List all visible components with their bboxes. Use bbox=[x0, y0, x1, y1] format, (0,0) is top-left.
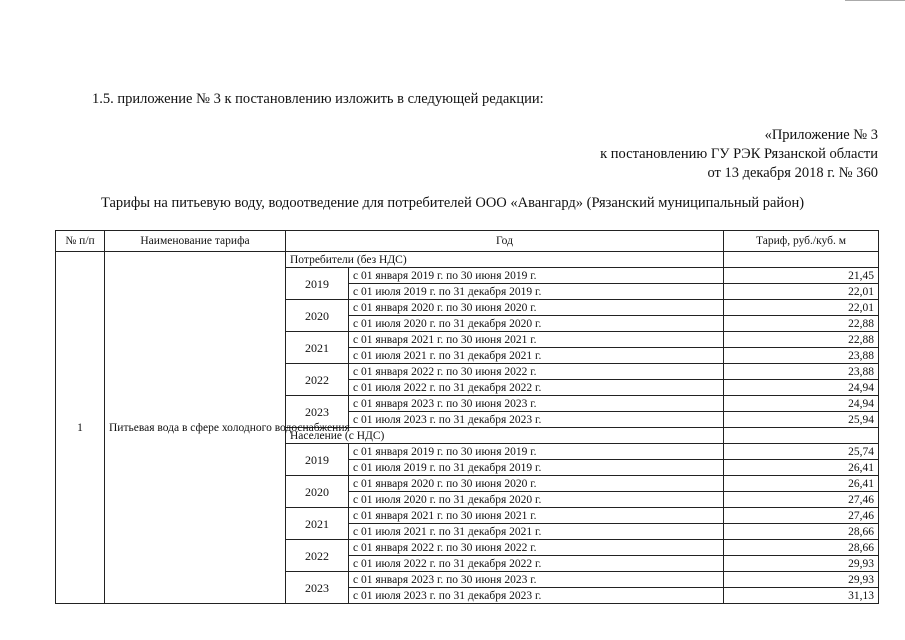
period-cell: с 01 января 2023 г. по 30 июня 2023 г. bbox=[349, 572, 724, 588]
tariff-value-cell: 23,88 bbox=[724, 364, 879, 380]
appendix-line-1: «Приложение № 3 bbox=[764, 127, 878, 143]
period-cell: с 01 июля 2020 г. по 31 декабря 2020 г. bbox=[349, 492, 724, 508]
period-cell: с 01 января 2021 г. по 30 июня 2021 г. bbox=[349, 508, 724, 524]
period-cell: с 01 июля 2021 г. по 31 декабря 2021 г. bbox=[349, 348, 724, 364]
tariff-value-cell: 29,93 bbox=[724, 572, 879, 588]
tariff-value-cell: 28,66 bbox=[724, 524, 879, 540]
period-cell: с 01 января 2022 г. по 30 июня 2022 г. bbox=[349, 364, 724, 380]
header-name: Наименование тарифа bbox=[105, 231, 286, 252]
period-cell: с 01 июля 2022 г. по 31 декабря 2022 г. bbox=[349, 556, 724, 572]
tariff-value-cell: 25,94 bbox=[724, 412, 879, 428]
group-tariff-empty-cell bbox=[724, 252, 879, 268]
period-cell: с 01 января 2020 г. по 30 июня 2020 г. bbox=[349, 476, 724, 492]
tariff-value-cell: 25,74 bbox=[724, 444, 879, 460]
period-cell: с 01 июля 2022 г. по 31 декабря 2022 г. bbox=[349, 380, 724, 396]
year-cell: 2019 bbox=[286, 268, 349, 300]
consumer-group-label: Потребители (без НДС) bbox=[286, 252, 724, 268]
tariff-value-cell: 22,88 bbox=[724, 316, 879, 332]
group-tariff-empty-cell bbox=[724, 428, 879, 444]
tariff-value-cell: 22,01 bbox=[724, 284, 879, 300]
year-cell: 2023 bbox=[286, 396, 349, 428]
tariff-value-cell: 27,46 bbox=[724, 508, 879, 524]
period-cell: с 01 января 2019 г. по 30 июня 2019 г. bbox=[349, 268, 724, 284]
year-cell: 2020 bbox=[286, 300, 349, 332]
intro-paragraph: 1.5. приложение № 3 к постановлению изложить в следующей редакции: bbox=[92, 91, 544, 107]
year-cell: 2023 bbox=[286, 572, 349, 604]
tariff-value-cell: 23,88 bbox=[724, 348, 879, 364]
tariff-value-cell: 29,93 bbox=[724, 556, 879, 572]
year-cell: 2022 bbox=[286, 364, 349, 396]
tariff-name-cell: Питьевая вода в сфере холодного водоснабжения bbox=[105, 252, 286, 604]
header-num: № п/п bbox=[56, 231, 105, 252]
year-cell: 2021 bbox=[286, 332, 349, 364]
tariff-value-cell: 31,13 bbox=[724, 588, 879, 604]
header-year: Год bbox=[286, 231, 724, 252]
scan-edge-line bbox=[845, 0, 905, 1]
appendix-reference bbox=[600, 126, 878, 183]
period-cell: с 01 января 2021 г. по 30 июня 2021 г. bbox=[349, 332, 724, 348]
tariff-table bbox=[55, 230, 879, 604]
consumer-group-label: Население (с НДС) bbox=[286, 428, 724, 444]
period-cell: с 01 июля 2019 г. по 31 декабря 2019 г. bbox=[349, 460, 724, 476]
table-body bbox=[56, 252, 879, 604]
tariff-value-cell: 22,88 bbox=[724, 332, 879, 348]
group-row bbox=[56, 252, 879, 268]
year-cell: 2021 bbox=[286, 508, 349, 540]
tariff-value-cell: 24,94 bbox=[724, 380, 879, 396]
tariff-value-cell: 27,46 bbox=[724, 492, 879, 508]
period-cell: с 01 июля 2023 г. по 31 декабря 2023 г. bbox=[349, 588, 724, 604]
period-cell: с 01 января 2020 г. по 30 июня 2020 г. bbox=[349, 300, 724, 316]
document-title: Тарифы на питьевую воду, водоотведение для потребителей ООО «Авангард» (Рязанский муниципальный район) bbox=[100, 195, 805, 211]
tariff-value-cell: 28,66 bbox=[724, 540, 879, 556]
appendix-line-2: к постановлению ГУ РЭК Рязанской области bbox=[600, 146, 878, 162]
tariff-value-cell: 22,01 bbox=[724, 300, 879, 316]
tariff-value-cell: 26,41 bbox=[724, 476, 879, 492]
tariff-value-cell: 26,41 bbox=[724, 460, 879, 476]
year-cell: 2020 bbox=[286, 476, 349, 508]
table-header-row bbox=[56, 231, 879, 252]
year-cell: 2019 bbox=[286, 444, 349, 476]
year-cell: 2022 bbox=[286, 540, 349, 572]
tariff-value-cell: 21,45 bbox=[724, 268, 879, 284]
period-cell: с 01 января 2019 г. по 30 июня 2019 г. bbox=[349, 444, 724, 460]
row-number-cell: 1 bbox=[56, 252, 105, 604]
tariff-value-cell: 24,94 bbox=[724, 396, 879, 412]
period-cell: с 01 июля 2021 г. по 31 декабря 2021 г. bbox=[349, 524, 724, 540]
appendix-line-3: от 13 декабря 2018 г. № 360 bbox=[707, 165, 878, 181]
period-cell: с 01 июля 2019 г. по 31 декабря 2019 г. bbox=[349, 284, 724, 300]
header-tariff: Тариф, руб./куб. м bbox=[724, 231, 879, 252]
period-cell: с 01 января 2022 г. по 30 июня 2022 г. bbox=[349, 540, 724, 556]
period-cell: с 01 января 2023 г. по 30 июня 2023 г. bbox=[349, 396, 724, 412]
period-cell: с 01 июля 2020 г. по 31 декабря 2020 г. bbox=[349, 316, 724, 332]
period-cell: с 01 июля 2023 г. по 31 декабря 2023 г. bbox=[349, 412, 724, 428]
